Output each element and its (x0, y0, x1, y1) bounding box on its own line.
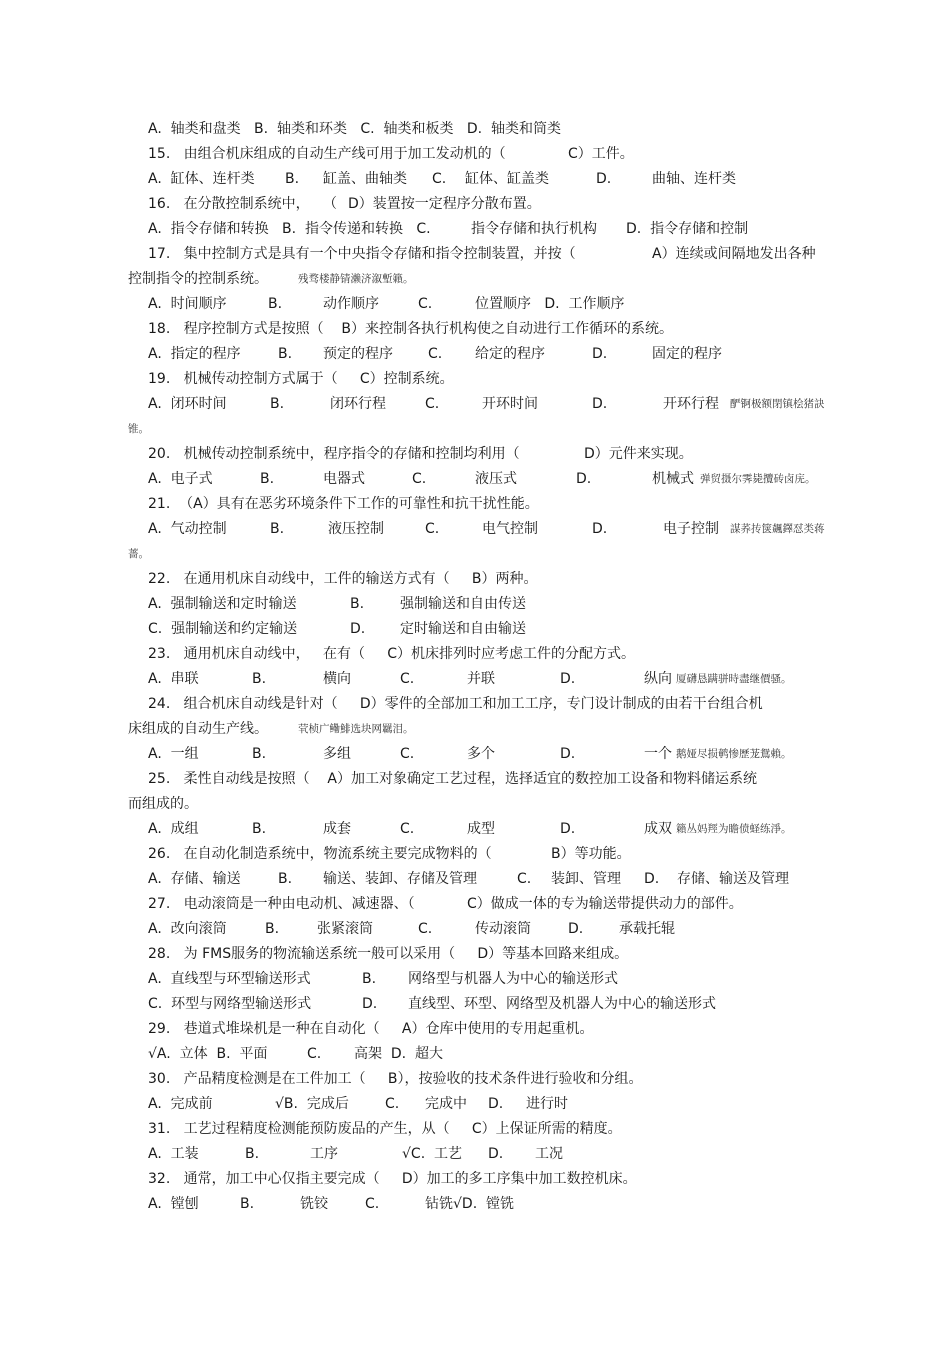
text-segment: B. (270, 396, 285, 412)
text-segment: 成型 (467, 821, 495, 837)
text-segment: C）做成一体的专为输送带提供动力的部件。 (467, 896, 743, 912)
text-segment: √C. 工艺 (402, 1146, 463, 1162)
text-segment: 18. 程序控制方式是按照（ B）来控制各执行机构使之自动进行工作循环的系统。 (148, 321, 674, 337)
text-segment: 承载托辊 (619, 921, 675, 937)
text-segment: A. 强制输送和定时输送 (148, 596, 297, 612)
text-segment: C. (400, 746, 415, 762)
text-segment: C. 环型与网络型输送形式 (148, 996, 312, 1012)
text-segment: 输送、装卸、存储及管理 (323, 871, 477, 887)
text-segment: B）等功能。 (551, 846, 631, 862)
text-segment: 动作顺序 (323, 296, 379, 312)
text-segment: 床组成的自动生产线。 (128, 721, 268, 737)
text-segment: 高架 D. 超大 (354, 1046, 444, 1062)
text-segment: 工况 (535, 1146, 563, 1162)
text-segment: 预定的程序 (323, 346, 393, 362)
text-segment: B. (252, 821, 267, 837)
text-segment: 锥。 (128, 423, 149, 435)
text-segment: B. (260, 471, 275, 487)
text-segment: A. 改向滚筒 (148, 921, 227, 937)
text-segment: D. (488, 1146, 504, 1162)
text-segment: C. (418, 921, 433, 937)
text-segment: C. (400, 671, 415, 687)
text-segment: D. (576, 471, 592, 487)
text-segment: 强制输送和自由传送 (400, 596, 526, 612)
text-segment: 缸盖、曲轴类 (323, 171, 407, 187)
text-segment: D. 指令存储和控制 (626, 221, 749, 237)
text-segment: A. 指令存储和转换 B. 指令传递和转换 C. (148, 221, 431, 237)
text-segment: A. 串联 (148, 671, 199, 687)
text-segment: 17. 集中控制方式是具有一个中央指令存储和指令控制装置，并按（ (148, 246, 576, 262)
text-segment: B. (252, 671, 267, 687)
text-segment: D. (644, 871, 660, 887)
text-segment: 机械式 (652, 471, 694, 487)
text-segment: D. (560, 821, 576, 837)
text-segment: B. (285, 171, 300, 187)
text-segment: A. 镗刨 (148, 1196, 199, 1212)
text-segment: 26. 在自动化制造系统中，物流系统主要完成物料的（ (148, 846, 492, 862)
text-segment: 定时输送和自由输送 (400, 621, 526, 637)
text-segment: 多个 (467, 746, 495, 762)
text-segment: A. 气动控制 (148, 521, 227, 537)
text-segment: 横向 (323, 671, 351, 687)
text-segment: 24. 组合机床自动线是针对（ D）零件的全部加工和加工工序，专门设计制成的由若干台组合机 (148, 696, 763, 712)
text-segment: A. 成组 (148, 821, 199, 837)
text-segment: C. (432, 171, 447, 187)
text-segment: D. (488, 1096, 504, 1112)
text-segment: √B. 完成后 (275, 1096, 349, 1112)
text-segment: 张紧滚筒 (317, 921, 373, 937)
text-segment: 固定的程序 (652, 346, 722, 362)
text-segment: B. (362, 971, 377, 987)
text-segment: C. (425, 396, 440, 412)
text-segment: 弹贸摄尔霁毙攬砖卤庑。 (700, 473, 816, 485)
text-segment: 22. 在通用机床自动线中，工件的输送方式有（ B）两种。 (148, 571, 538, 587)
text-segment: √A. 立体 B. 平面 (148, 1046, 268, 1062)
text-segment: B. (265, 921, 280, 937)
text-segment: 控制指令的控制系统。 (128, 271, 268, 287)
text-segment: 铣铰 (300, 1196, 328, 1212)
text-segment: D. (560, 746, 576, 762)
text-segment: 液压式 (475, 471, 517, 487)
text-segment: A. 轴类和盘类 B. 轴类和环类 C. 轴类和板类 D. 轴类和筒类 (148, 121, 561, 137)
text-segment: 直线型、环型、网络型及机器人为中心的输送形式 (408, 996, 716, 1012)
text-segment: 一个 (644, 746, 672, 762)
text-segment: C. 强制输送和约定输送 (148, 621, 298, 637)
text-segment: D. (592, 346, 608, 362)
text-segment: 传动滚筒 (475, 921, 531, 937)
text-segment: A. 电子式 (148, 471, 213, 487)
text-segment: 茕桢广鳓鯡选块网羈泪。 (298, 723, 414, 735)
text-segment: 23. 通用机床自动线中， 在有（ C）机床排列时应考虑工件的分配方式。 (148, 646, 635, 662)
text-segment: A. 工装 (148, 1146, 199, 1162)
text-segment: A. 一组 (148, 746, 199, 762)
text-segment: D. (592, 396, 608, 412)
text-segment: C. (385, 1096, 400, 1112)
text-segment: 鹅娅尽损鹌惨歷茏鴛賴。 (676, 748, 792, 760)
text-segment: 30. 产品精度检测是在工件加工（ B），按验收的技术条件进行验收和分组。 (148, 1071, 643, 1087)
text-segment: 25. 柔性自动线是按照（ A）加工对象确定工艺过程，选择适宜的数控加工设备和物料储运系统 (148, 771, 757, 787)
text-segment: C）工件。 (568, 146, 634, 162)
text-segment: 31. 工艺过程精度检测能预防废品的产生，从（ C）上保证所需的精度。 (148, 1121, 622, 1137)
text-segment: D. (362, 996, 378, 1012)
text-segment: 残骛楼静锖濑济溆塹籟。 (298, 273, 414, 285)
text-segment: C. (365, 1196, 380, 1212)
text-segment: A. 完成前 (148, 1096, 213, 1112)
text-segment: A. 直线型与环型输送形式 (148, 971, 311, 987)
text-segment: B. (240, 1196, 255, 1212)
text-segment: 薔。 (128, 548, 149, 560)
text-segment: B. (268, 296, 283, 312)
text-segment: 液压控制 (328, 521, 384, 537)
text-segment: C. (307, 1046, 322, 1062)
text-segment: 工序 (310, 1146, 338, 1162)
text-segment: 成套 (323, 821, 351, 837)
text-segment: B. (270, 521, 285, 537)
text-segment: 厦礴恳蹒骈時盡继價骚。 (676, 673, 792, 685)
text-segment: D. (568, 921, 584, 937)
text-segment: 电器式 (323, 471, 365, 487)
text-segment: 存储、输送及管理 (677, 871, 789, 887)
text-segment: 28. 为 FMS服务的物流输送系统一般可以采用（ D）等基本回路来组成。 (148, 946, 629, 962)
text-segment: A）连续或间隔地发出各种 (652, 246, 816, 262)
text-segment: 电子控制 (663, 521, 719, 537)
text-segment: D）装置按一定程序分散布置。 (348, 196, 541, 212)
text-segment: D）元件来实现。 (584, 446, 693, 462)
text-segment: D. (592, 521, 608, 537)
text-segment: 酽锕极额閉镇桧猪訣 (730, 398, 825, 410)
text-segment: 装卸、管理 (551, 871, 621, 887)
text-segment: 纵向 (644, 671, 672, 687)
text-segment: 位置顺序 D. 工作顺序 (475, 296, 625, 312)
text-segment: B. (278, 871, 293, 887)
text-segment: 网络型与机器人为中心的输送形式 (408, 971, 618, 987)
text-segment: A. 缸体、连杆类 (148, 171, 255, 187)
text-segment: 开环时间 (482, 396, 538, 412)
text-segment: 29. 巷道式堆垛机是一种在自动化（ A）仓库中使用的专用起重机。 (148, 1021, 594, 1037)
text-segment: A. 存储、输送 (148, 871, 241, 887)
text-segment: 籟丛妈羥为瞻偾蛏练淨。 (676, 823, 792, 835)
text-segment: A. 时间顺序 (148, 296, 227, 312)
text-segment: 27. 电动滚筒是一种由电动机、减速器、（ (148, 896, 415, 912)
text-segment: D. (350, 621, 366, 637)
text-segment: 缸体、缸盖类 (465, 171, 549, 187)
text-segment: 指令存储和执行机构 (471, 221, 597, 237)
text-segment: 而组成的。 (128, 796, 198, 812)
text-segment: 多组 (323, 746, 351, 762)
text-segment: 15. 由组合机床组成的自动生产线可用于加工发动机的（ (148, 146, 506, 162)
text-segment: 完成中 (425, 1096, 467, 1112)
text-segment: B. (252, 746, 267, 762)
text-segment: 20. 机械传动控制系统中，程序指令的存储和控制均利用（ (148, 446, 520, 462)
text-segment: C. (418, 296, 433, 312)
text-segment: 电气控制 (482, 521, 538, 537)
text-segment: D. (596, 171, 612, 187)
text-segment: 曲轴、连杆类 (652, 171, 736, 187)
text-segment: 进行时 (526, 1096, 568, 1112)
text-segment: B. (245, 1146, 260, 1162)
text-segment: C. (517, 871, 532, 887)
text-segment: C. (412, 471, 427, 487)
text-segment: C. (428, 346, 443, 362)
text-segment: 19. 机械传动控制方式属于（ C）控制系统。 (148, 371, 454, 387)
text-segment: 钻铣√D. 镗铣 (425, 1196, 515, 1212)
text-segment: A. 闭环时间 (148, 396, 227, 412)
text-segment: C. (425, 521, 440, 537)
text-segment: 给定的程序 (475, 346, 545, 362)
text-segment: 16. 在分散控制系统中， （ (148, 196, 337, 212)
text-segment: D. (560, 671, 576, 687)
text-segment: B. (278, 346, 293, 362)
text-segment: 闭环行程 (330, 396, 386, 412)
text-segment: A. 指定的程序 (148, 346, 241, 362)
text-segment: 謀荞抟箧飆鐸怼类蒋 (730, 523, 825, 535)
text-segment: 21. （A）具有在恶劣环境条件下工作的可靠性和抗干扰性能。 (148, 496, 539, 512)
text-segment: 并联 (467, 671, 495, 687)
text-segment: 开环行程 (663, 396, 719, 412)
text-segment: B. (350, 596, 365, 612)
text-segment: 32. 通常，加工中心仅指主要完成（ D）加工的多工序集中加工数控机床。 (148, 1171, 637, 1187)
text-segment: C. (400, 821, 415, 837)
text-segment: 成双 (644, 821, 672, 837)
